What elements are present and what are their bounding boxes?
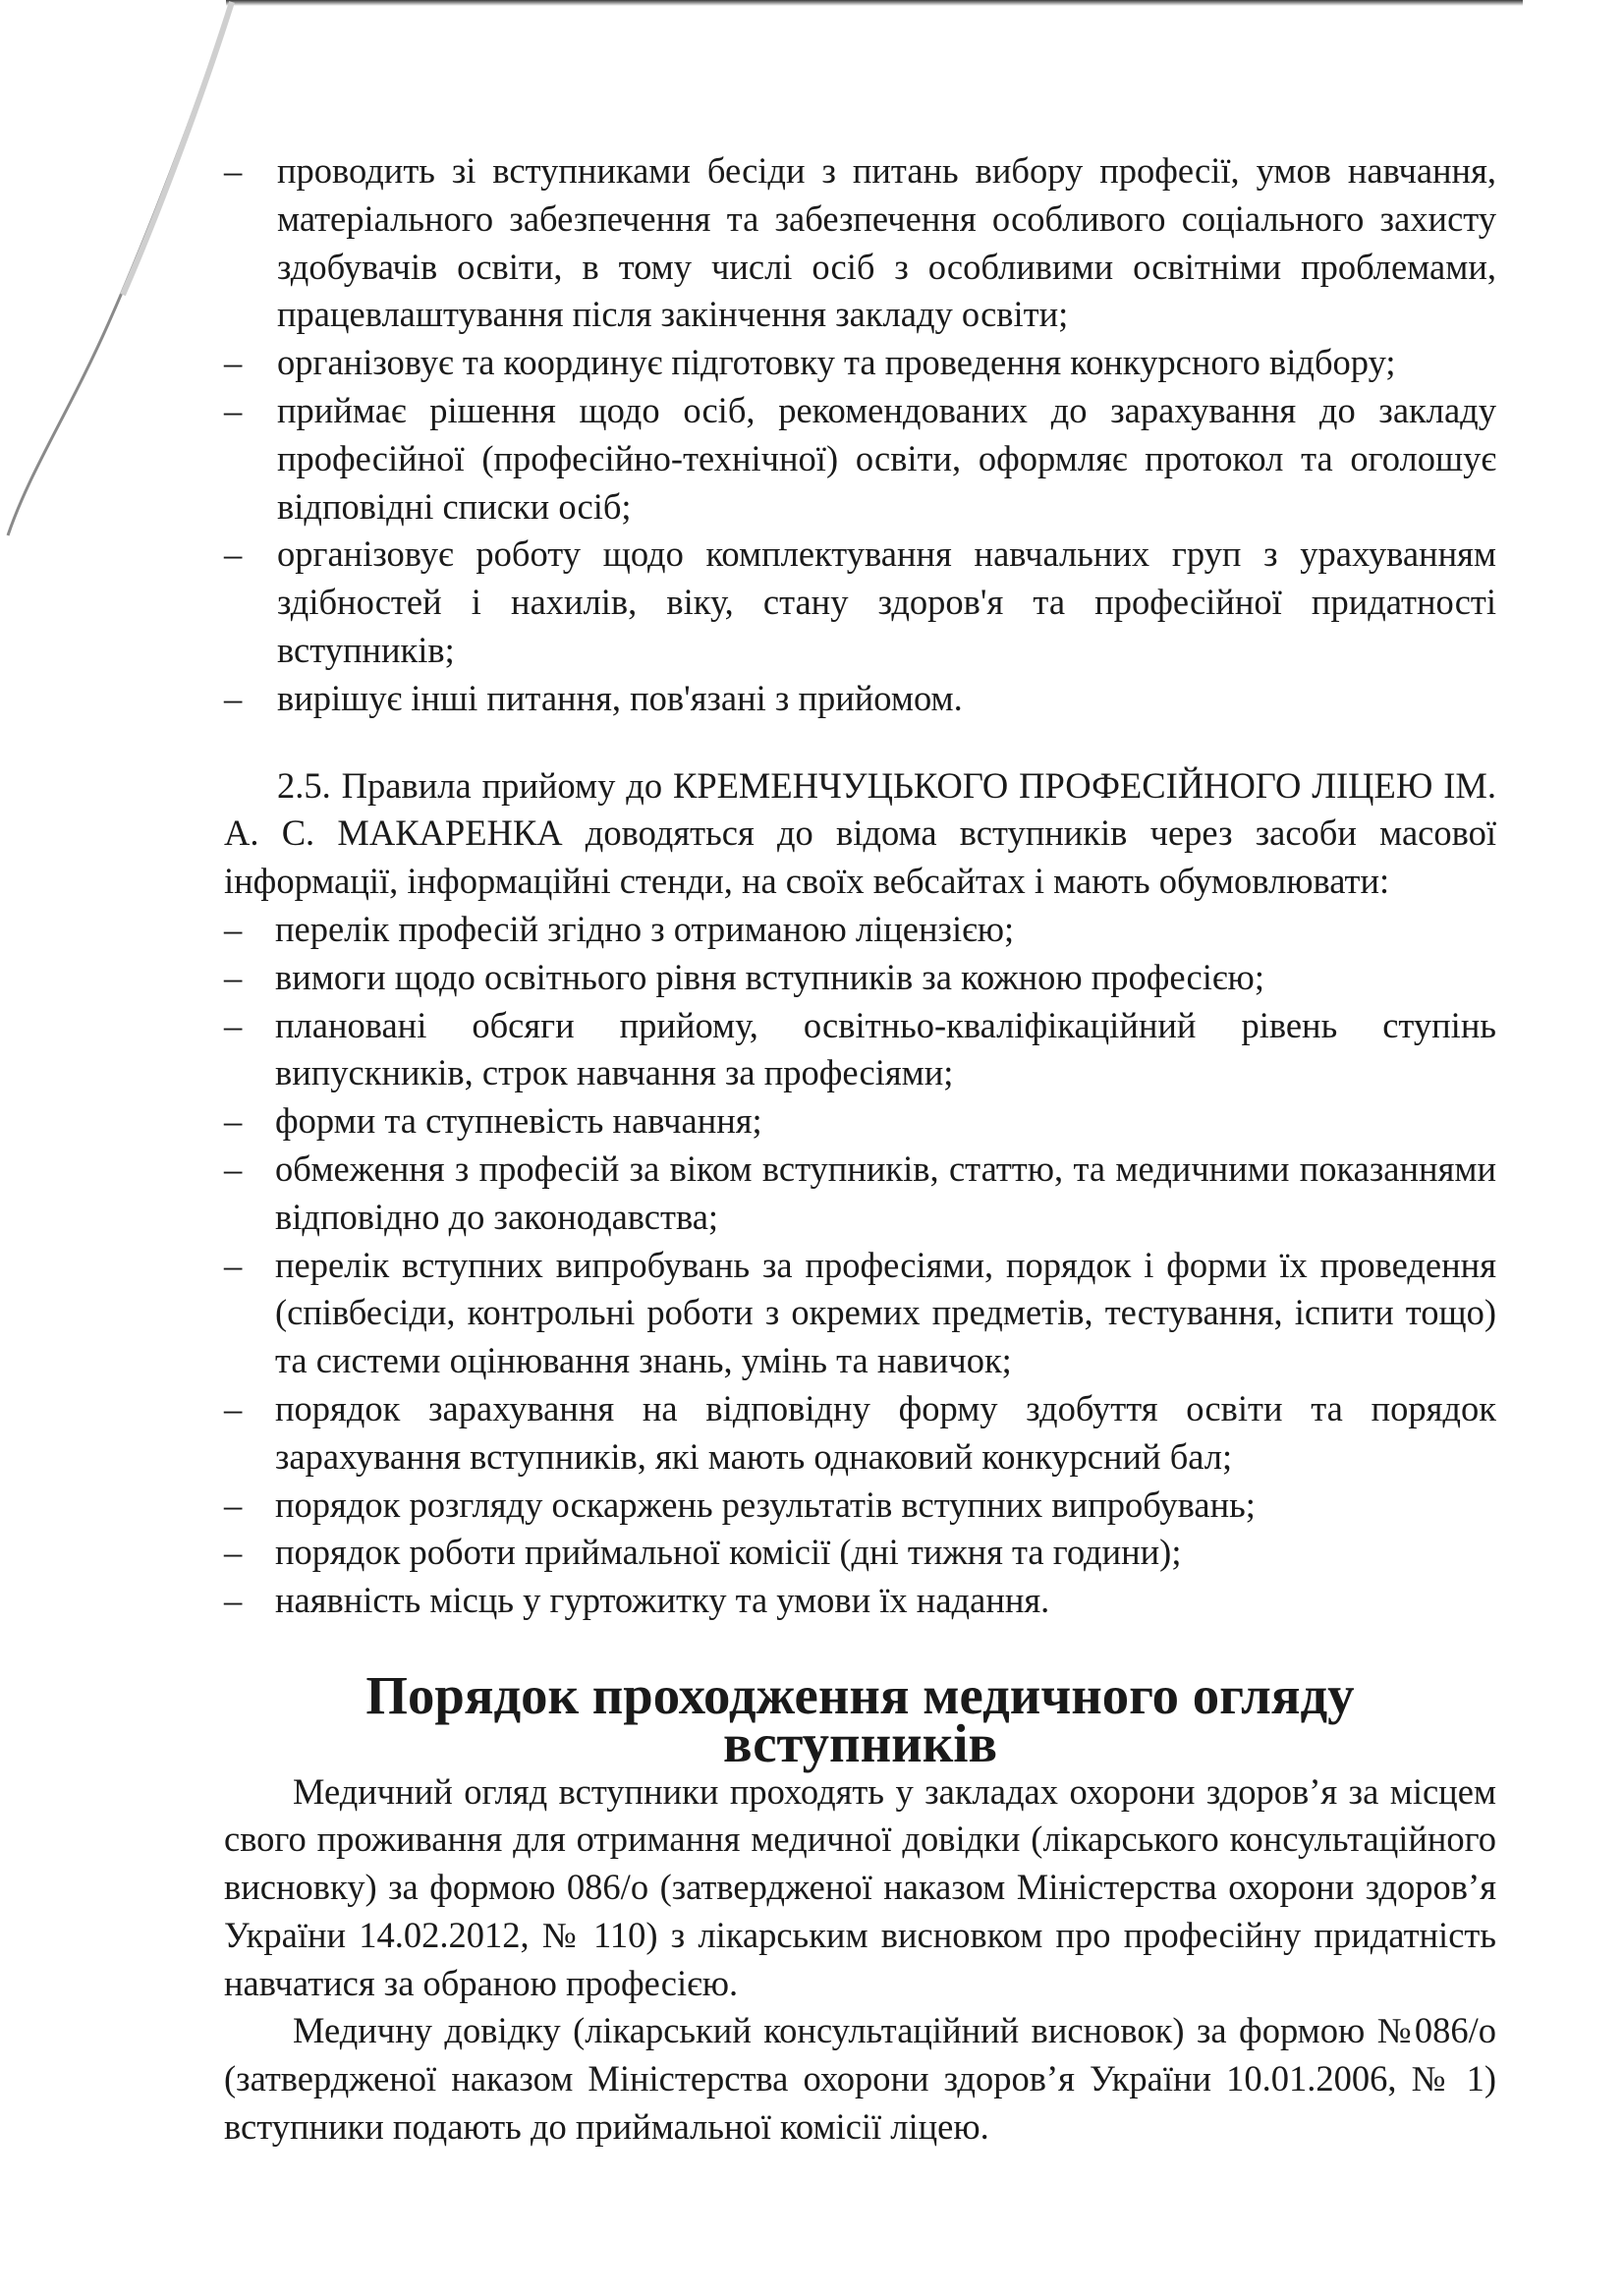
list-item: – вимоги щодо освітнього рівня вступників за кожною професією; (224, 954, 1496, 1002)
list-item: – перелік вступних випробувань за професіями, порядок і форми їх проведення (співбесіди, контрольні роботи з окремих предметів, тестування, іспити тощо) та системи оцінювання знань, умінь та навичок; (224, 1242, 1496, 1385)
list-item: – приймає рішення щодо осіб, рекомендованих до зарахування до закладу професійної (професійно-технічної) освіти, оформляє протокол та оголошує відповідні списки осіб; (224, 387, 1496, 531)
list-item: – організовує роботу щодо комплектування навчальних груп з урахуванням здібностей і нахилів, віку, стану здоров'я та професійної придатності вступників; (224, 531, 1496, 674)
scan-fold-line (0, 0, 255, 550)
list-item: – перелік професій згідно з отриманою ліцензією; (224, 906, 1496, 954)
scan-top-edge (226, 0, 1523, 6)
list-item: – проводить зі вступниками бесіди з питань вибору професії, умов навчання, матеріального забезпечення та забезпечення особливого соціального захисту здобувачів освіти, в тому числі осіб з особливими освітніми проблемами, працевлаштування після закінчення закладу освіти; (224, 147, 1496, 339)
list-item: – вирішує інші питання, пов'язані з прийомом. (224, 675, 1496, 723)
list-item: – порядок зарахування на відповідну форму здобуття освіти та порядок зарахування вступників, які мають однаковий конкурсний бал; (224, 1385, 1496, 1482)
list-item: – обмеження з професій за віком вступників, статтю, та медичними показаннями відповідно до законодавства; (224, 1146, 1496, 1242)
commission-duties-list (224, 147, 1496, 723)
medical-section-heading: Порядок проходження медичного огляду вступників (365, 1664, 1355, 1773)
section-2-5-intro: 2.5. Правила прийому до КРЕМЕНЧУЦЬКОГО ПРОФЕСІЙНОГО ЛІЦЕЮ ІМ. А. С. МАКАРЕНКА доводяться до відома вступників через засоби масової інформації, інформаційні стенди, на своїх вебсайтах і мають обумовлювати: (224, 764, 1496, 902)
list-item: – форми та ступневість навчання; (224, 1097, 1496, 1146)
medical-paragraph-1: Медичний огляд вступники проходять у закладах охорони здоров’я за місцем свого проживання для отримання медичної довідки (лікарського консультаційного висновку) за формою 086/о (затвердженої наказом Міністерства охорони здоров’я України 14.02.2012, № 110) з лікарським висновком про професійну придатність навчатися за обраною професією. (224, 1770, 1496, 2003)
list-item: – наявність місць у гуртожитку та умови їх надання. (224, 1577, 1496, 1625)
document-body (224, 147, 1496, 2152)
list-item: – порядок розгляду оскаржень результатів вступних випробувань; (224, 1482, 1496, 1530)
list-item: – плановані обсяги прийому, освітньо-кваліфікаційний рівень ступінь випускників, строк навчання за професіями; (224, 1002, 1496, 1098)
list-item: – організовує та координує підготовку та проведення конкурсного відбору; (224, 339, 1496, 387)
medical-paragraph-2: Медичну довідку (лікарський консультаційний висновок) за формою №086/о (затвердженої наказом Міністерства охорони здоров’я України 10.01.2006, № 1) вступники подають до приймальної комісії ліцею. (224, 2010, 1496, 2148)
spacer (224, 723, 1496, 762)
admission-rules-list (224, 906, 1496, 1625)
list-item: – порядок роботи приймальної комісії (дні тижня та години); (224, 1529, 1496, 1577)
